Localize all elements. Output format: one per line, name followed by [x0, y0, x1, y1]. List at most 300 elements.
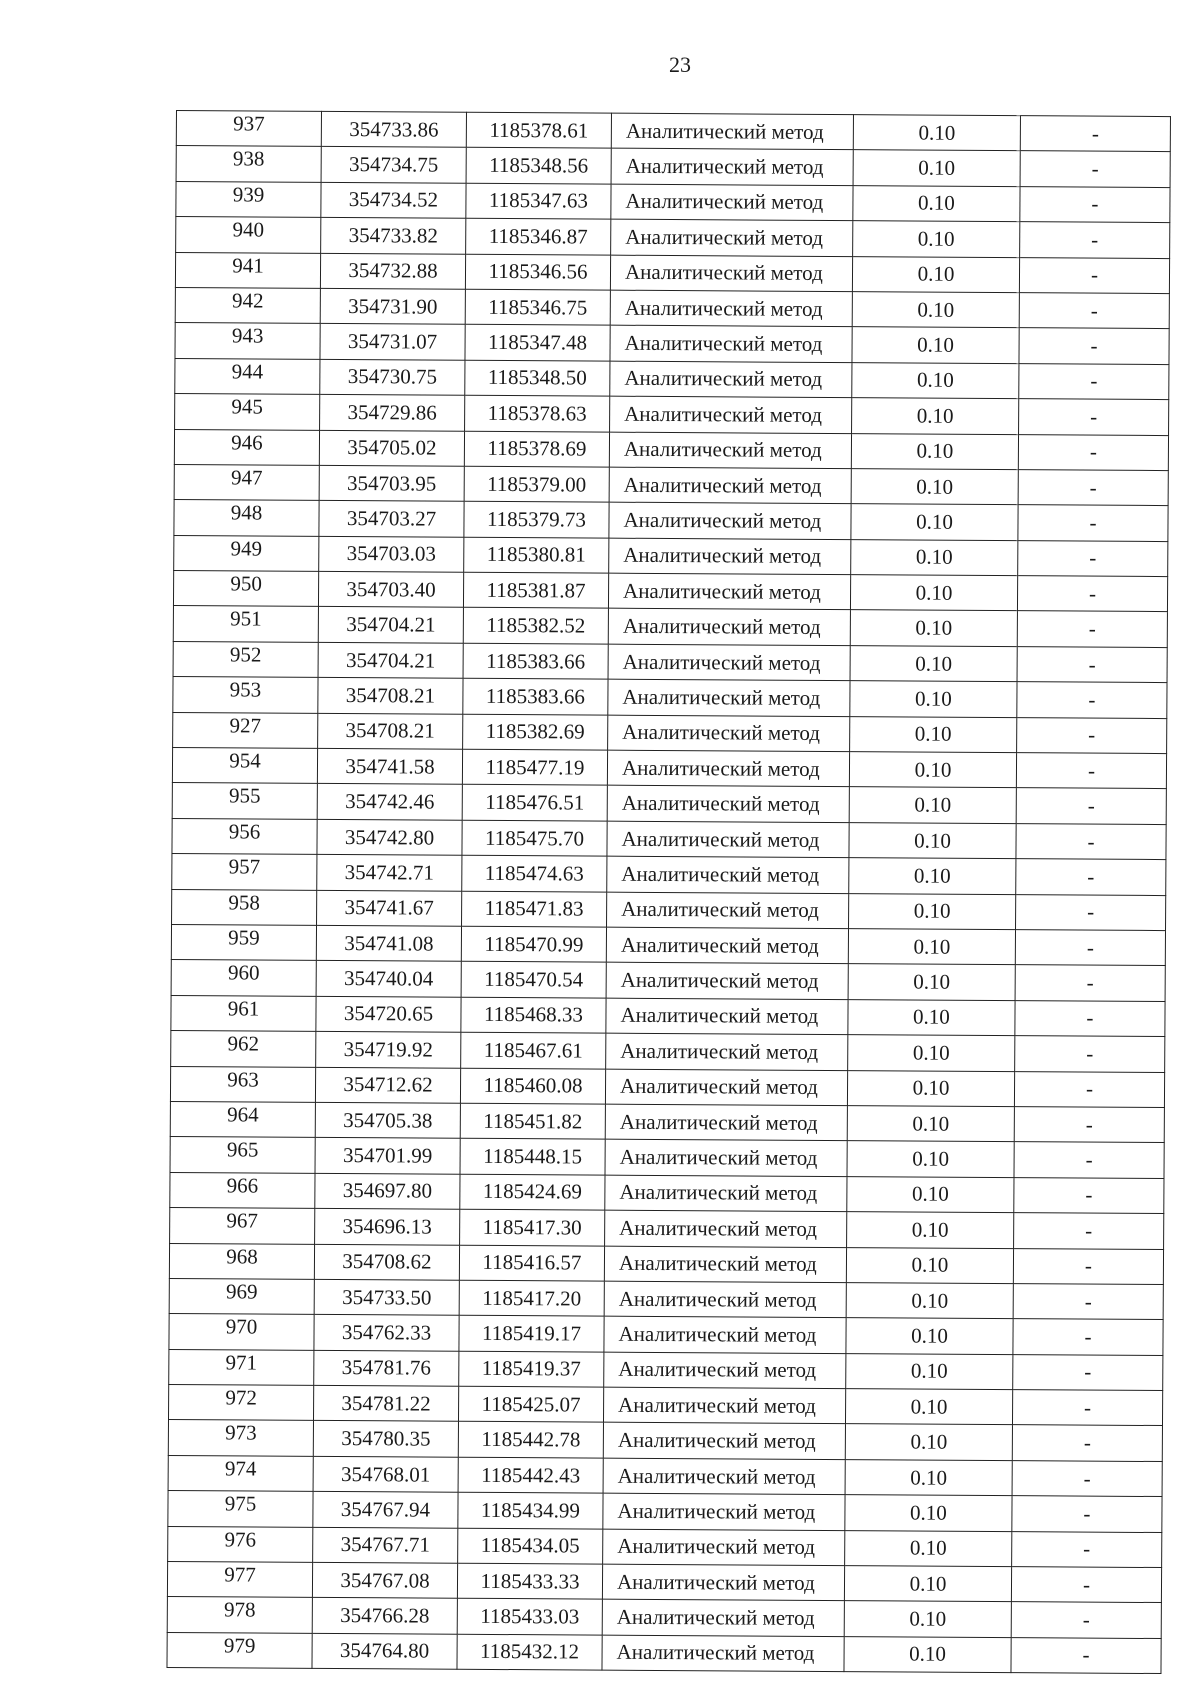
precision-cell: 0.10 — [850, 610, 1017, 646]
point-number-cell: 961 — [171, 995, 316, 1031]
point-number-cell: 927 — [173, 712, 318, 748]
table-row — [174, 535, 1168, 576]
point-number-cell: 956 — [172, 818, 317, 854]
point-number-cell: 944 — [175, 358, 320, 394]
point-number-cell: 937 — [176, 111, 321, 147]
method-cell: Аналитический метод — [611, 184, 853, 221]
method-cell: Аналитический метод — [610, 255, 852, 292]
x-coordinate-cell: 354708.62 — [314, 1244, 459, 1280]
precision-cell: 0.10 — [851, 539, 1018, 575]
x-coordinate-cell: 354703.95 — [319, 465, 464, 501]
x-coordinate-cell: 354741.67 — [317, 890, 462, 926]
precision-cell: 0.10 — [846, 1283, 1013, 1319]
method-cell: Аналитический метод — [603, 1529, 845, 1566]
precision-cell: 0.10 — [846, 1247, 1013, 1283]
method-cell: Аналитический метод — [604, 1316, 846, 1353]
table-row — [176, 181, 1170, 222]
note-cell: - — [1019, 328, 1169, 364]
method-cell: Аналитический метод — [606, 963, 848, 1000]
x-coordinate-cell: 354697.80 — [315, 1173, 460, 1209]
note-cell: - — [1020, 186, 1170, 222]
x-coordinate-cell: 354703.40 — [318, 571, 463, 607]
note-cell: - — [1016, 823, 1166, 859]
method-cell: Аналитический метод — [607, 786, 849, 823]
note-cell: - — [1012, 1425, 1162, 1461]
table-row — [175, 252, 1169, 293]
precision-cell: 0.10 — [848, 964, 1015, 1000]
point-number-cell: 972 — [168, 1385, 313, 1421]
x-coordinate-cell: 354767.71 — [313, 1527, 458, 1563]
note-cell: - — [1020, 151, 1170, 187]
note-cell: - — [1012, 1460, 1162, 1496]
precision-cell: 0.10 — [844, 1601, 1011, 1637]
y-coordinate-cell: 1185468.33 — [461, 997, 606, 1033]
precision-cell: 0.10 — [845, 1459, 1012, 1495]
precision-cell: 0.10 — [844, 1636, 1011, 1672]
table-row — [167, 1632, 1161, 1673]
x-coordinate-cell: 354708.21 — [318, 713, 463, 749]
y-coordinate-cell: 1185470.99 — [461, 926, 606, 962]
precision-cell: 0.10 — [848, 999, 1015, 1035]
point-number-cell: 958 — [172, 889, 317, 925]
precision-cell: 0.10 — [848, 1035, 1015, 1071]
point-number-cell: 957 — [172, 854, 317, 890]
y-coordinate-cell: 1185416.57 — [459, 1245, 604, 1281]
point-number-cell: 943 — [175, 323, 320, 359]
precision-cell: 0.10 — [851, 504, 1018, 540]
y-coordinate-cell: 1185451.82 — [460, 1103, 605, 1139]
y-coordinate-cell: 1185346.75 — [465, 289, 610, 325]
y-coordinate-cell: 1185378.69 — [464, 431, 609, 467]
method-cell: Аналитический метод — [603, 1493, 845, 1530]
table-row — [169, 1314, 1163, 1355]
point-number-cell: 955 — [172, 783, 317, 819]
precision-cell: 0.10 — [850, 681, 1017, 717]
point-number-cell: 946 — [174, 429, 319, 465]
method-cell: Аналитический метод — [602, 1600, 844, 1637]
table-row — [175, 358, 1169, 399]
note-cell: - — [1015, 930, 1165, 966]
y-coordinate-cell: 1185383.66 — [463, 679, 608, 715]
point-number-cell: 967 — [170, 1208, 315, 1244]
method-cell: Аналитический метод — [608, 679, 850, 716]
method-cell: Аналитический метод — [608, 609, 850, 646]
method-cell: Аналитический метод — [607, 856, 849, 893]
precision-cell: 0.10 — [844, 1566, 1011, 1602]
y-coordinate-cell: 1185417.20 — [459, 1280, 604, 1316]
point-number-cell: 960 — [171, 960, 316, 996]
note-cell: - — [1011, 1637, 1161, 1673]
method-cell: Аналитический метод — [605, 1069, 847, 1106]
x-coordinate-cell: 354780.35 — [313, 1421, 458, 1457]
point-number-cell: 979 — [167, 1632, 312, 1668]
y-coordinate-cell: 1185419.37 — [459, 1351, 604, 1387]
y-coordinate-cell: 1185442.43 — [458, 1457, 603, 1493]
precision-cell: 0.10 — [852, 398, 1019, 434]
y-coordinate-cell: 1185434.99 — [458, 1492, 603, 1528]
point-number-cell: 977 — [167, 1561, 312, 1597]
note-cell: - — [1011, 1567, 1161, 1603]
x-coordinate-cell: 354766.28 — [312, 1598, 457, 1634]
table-row — [169, 1278, 1163, 1319]
table-row — [174, 500, 1168, 541]
point-number-cell: 965 — [170, 1137, 315, 1173]
y-coordinate-cell: 1185346.87 — [466, 218, 611, 254]
y-coordinate-cell: 1185417.30 — [460, 1209, 605, 1245]
point-number-cell: 968 — [169, 1243, 314, 1279]
precision-cell: 0.10 — [850, 645, 1017, 681]
note-cell: - — [1016, 788, 1166, 824]
y-coordinate-cell: 1185442.78 — [458, 1422, 603, 1458]
note-cell: - — [1014, 1213, 1164, 1249]
note-cell: - — [1017, 682, 1167, 718]
method-cell: Аналитический метод — [607, 821, 849, 858]
method-cell: Аналитический метод — [608, 644, 850, 681]
x-coordinate-cell: 354733.82 — [321, 218, 466, 254]
method-cell: Аналитический метод — [610, 290, 852, 327]
note-cell: - — [1019, 363, 1169, 399]
y-coordinate-cell: 1185432.12 — [457, 1634, 602, 1670]
point-number-cell: 948 — [174, 500, 319, 536]
method-cell: Аналитический метод — [611, 149, 853, 186]
table-row — [175, 394, 1169, 435]
point-number-cell: 938 — [176, 146, 321, 182]
method-cell: Аналитический метод — [605, 1175, 847, 1212]
note-cell: - — [1016, 753, 1166, 789]
point-number-cell: 940 — [176, 217, 321, 253]
note-cell: - — [1016, 894, 1166, 930]
table-row — [167, 1597, 1161, 1638]
table-row — [169, 1243, 1163, 1284]
x-coordinate-cell: 354720.65 — [316, 996, 461, 1032]
method-cell: Аналитический метод — [610, 396, 852, 433]
method-cell: Аналитический метод — [606, 1033, 848, 1070]
point-number-cell: 951 — [173, 606, 318, 642]
note-cell: - — [1020, 116, 1170, 152]
point-number-cell: 959 — [171, 924, 316, 960]
precision-cell: 0.10 — [847, 1176, 1014, 1212]
point-number-cell: 969 — [169, 1278, 314, 1314]
table-row — [169, 1349, 1163, 1390]
table-row — [171, 1031, 1165, 1072]
method-cell: Аналитический метод — [606, 927, 848, 964]
method-cell: Аналитический метод — [604, 1246, 846, 1283]
point-number-cell: 949 — [174, 535, 319, 571]
method-cell: Аналитический метод — [603, 1458, 845, 1495]
y-coordinate-cell: 1185382.69 — [463, 714, 608, 750]
note-cell: - — [1017, 717, 1167, 753]
coordinates-table — [166, 110, 1170, 1674]
note-cell: - — [1018, 540, 1168, 576]
precision-cell: 0.10 — [853, 221, 1020, 257]
note-cell: - — [1017, 611, 1167, 647]
table-row — [176, 146, 1170, 187]
table-row — [168, 1526, 1162, 1567]
y-coordinate-cell: 1185378.63 — [465, 395, 610, 431]
y-coordinate-cell: 1185448.15 — [460, 1139, 605, 1175]
x-coordinate-cell: 354781.22 — [313, 1385, 458, 1421]
method-cell: Аналитический метод — [609, 538, 851, 575]
table-row — [172, 783, 1166, 824]
y-coordinate-cell: 1185381.87 — [463, 572, 608, 608]
method-cell: Аналитический метод — [608, 573, 850, 610]
x-coordinate-cell: 354741.58 — [317, 748, 462, 784]
y-coordinate-cell: 1185477.19 — [462, 749, 607, 785]
precision-cell: 0.10 — [847, 1070, 1014, 1106]
table-row — [175, 323, 1169, 364]
x-coordinate-cell: 354768.01 — [313, 1456, 458, 1492]
method-cell: Аналитический метод — [605, 1104, 847, 1141]
note-cell: - — [1013, 1284, 1163, 1320]
x-coordinate-cell: 354742.46 — [317, 784, 462, 820]
table-row — [170, 1208, 1164, 1249]
method-cell: Аналитический метод — [608, 715, 850, 752]
precision-cell: 0.10 — [848, 929, 1015, 965]
table-row — [174, 464, 1168, 505]
x-coordinate-cell: 354767.94 — [313, 1492, 458, 1528]
y-coordinate-cell: 1185433.03 — [457, 1599, 602, 1635]
y-coordinate-cell: 1185379.73 — [464, 502, 609, 538]
x-coordinate-cell: 354708.21 — [318, 678, 463, 714]
method-cell: Аналитический метод — [604, 1352, 846, 1389]
x-coordinate-cell: 354742.71 — [317, 855, 462, 891]
method-cell: Аналитический метод — [603, 1387, 845, 1424]
point-number-cell: 953 — [173, 677, 318, 713]
y-coordinate-cell: 1185476.51 — [462, 785, 607, 821]
point-number-cell: 939 — [176, 181, 321, 217]
table-body — [167, 111, 1170, 1674]
precision-cell: 0.10 — [853, 150, 1020, 186]
precision-cell: 0.10 — [849, 822, 1016, 858]
note-cell: - — [1016, 859, 1166, 895]
note-cell: - — [1013, 1354, 1163, 1390]
x-coordinate-cell: 354704.21 — [318, 642, 463, 678]
x-coordinate-cell: 354731.07 — [320, 324, 465, 360]
x-coordinate-cell: 354767.08 — [312, 1562, 457, 1598]
x-coordinate-cell: 354703.27 — [319, 501, 464, 537]
point-number-cell: 973 — [168, 1420, 313, 1456]
y-coordinate-cell: 1185380.81 — [464, 537, 609, 573]
table-row — [175, 287, 1169, 328]
x-coordinate-cell: 354742.80 — [317, 819, 462, 855]
method-cell: Аналитический метод — [605, 1139, 847, 1176]
note-cell: - — [1018, 505, 1168, 541]
y-coordinate-cell: 1185348.50 — [465, 360, 610, 396]
point-number-cell: 971 — [169, 1349, 314, 1385]
precision-cell: 0.10 — [845, 1389, 1012, 1425]
point-number-cell: 954 — [172, 748, 317, 784]
precision-cell: 0.10 — [853, 115, 1020, 151]
table-row — [172, 748, 1166, 789]
point-number-cell: 947 — [174, 464, 319, 500]
table-row — [172, 889, 1166, 930]
method-cell: Аналитический метод — [606, 998, 848, 1035]
table-row — [168, 1455, 1162, 1496]
note-cell: - — [1020, 222, 1170, 258]
table-row — [168, 1385, 1162, 1426]
x-coordinate-cell: 354730.75 — [320, 359, 465, 395]
table-row — [173, 712, 1167, 753]
note-cell: - — [1015, 965, 1165, 1001]
precision-cell: 0.10 — [846, 1318, 1013, 1354]
x-coordinate-cell: 354733.86 — [321, 111, 466, 147]
x-coordinate-cell: 354764.80 — [312, 1633, 457, 1669]
point-number-cell: 941 — [175, 252, 320, 288]
x-coordinate-cell: 354729.86 — [320, 395, 465, 431]
precision-cell: 0.10 — [849, 858, 1016, 894]
precision-cell: 0.10 — [847, 1106, 1014, 1142]
x-coordinate-cell: 354719.92 — [316, 1032, 461, 1068]
x-coordinate-cell: 354705.38 — [315, 1102, 460, 1138]
y-coordinate-cell: 1185347.63 — [466, 183, 611, 219]
table-row — [172, 854, 1166, 895]
table-row — [171, 924, 1165, 965]
precision-cell: 0.10 — [852, 362, 1019, 398]
table-row — [173, 571, 1167, 612]
point-number-cell: 962 — [171, 1031, 316, 1067]
point-number-cell: 966 — [170, 1172, 315, 1208]
x-coordinate-cell: 354732.88 — [320, 253, 465, 289]
note-cell: - — [1019, 257, 1169, 293]
x-coordinate-cell: 354733.50 — [314, 1279, 459, 1315]
precision-cell: 0.10 — [847, 1141, 1014, 1177]
point-number-cell: 945 — [175, 394, 320, 430]
table-row — [167, 1561, 1161, 1602]
note-cell: - — [1014, 1107, 1164, 1143]
point-number-cell: 950 — [173, 571, 318, 607]
method-cell: Аналитический метод — [607, 750, 849, 787]
x-coordinate-cell: 354741.08 — [316, 925, 461, 961]
y-coordinate-cell: 1185348.56 — [466, 148, 611, 184]
point-number-cell: 963 — [170, 1066, 315, 1102]
x-coordinate-cell: 354705.02 — [319, 430, 464, 466]
note-cell: - — [1011, 1602, 1161, 1638]
x-coordinate-cell: 354731.90 — [320, 288, 465, 324]
table-row — [174, 429, 1168, 470]
x-coordinate-cell: 354712.62 — [315, 1067, 460, 1103]
precision-cell: 0.10 — [849, 787, 1016, 823]
y-coordinate-cell: 1185383.66 — [463, 643, 608, 679]
method-cell: Аналитический метод — [609, 467, 851, 504]
note-cell: - — [1019, 399, 1169, 435]
x-coordinate-cell: 354734.75 — [321, 147, 466, 183]
precision-cell: 0.10 — [845, 1424, 1012, 1460]
page-number: 23 — [669, 52, 691, 77]
y-coordinate-cell: 1185378.61 — [466, 112, 611, 148]
note-cell: - — [1012, 1390, 1162, 1426]
method-cell: Аналитический метод — [607, 892, 849, 929]
table-row — [172, 818, 1166, 859]
note-cell: - — [1012, 1496, 1162, 1532]
note-cell: - — [1014, 1071, 1164, 1107]
x-coordinate-cell: 354734.52 — [321, 182, 466, 218]
x-coordinate-cell: 354762.33 — [314, 1315, 459, 1351]
y-coordinate-cell: 1185434.05 — [458, 1528, 603, 1564]
method-cell: Аналитический метод — [610, 326, 852, 363]
note-cell: - — [1015, 1000, 1165, 1036]
table-row — [170, 1172, 1164, 1213]
table-row — [173, 606, 1167, 647]
precision-cell: 0.10 — [853, 185, 1020, 221]
method-cell: Аналитический метод — [611, 113, 853, 150]
table-row — [173, 641, 1167, 682]
point-number-cell: 970 — [169, 1314, 314, 1350]
x-coordinate-cell: 354740.04 — [316, 961, 461, 997]
method-cell: Аналитический метод — [609, 502, 851, 539]
table-row — [168, 1491, 1162, 1532]
note-cell: - — [1019, 293, 1169, 329]
y-coordinate-cell: 1185460.08 — [460, 1068, 605, 1104]
y-coordinate-cell: 1185382.52 — [463, 608, 608, 644]
precision-cell: 0.10 — [845, 1495, 1012, 1531]
point-number-cell: 976 — [168, 1526, 313, 1562]
note-cell: - — [1018, 434, 1168, 470]
table-row — [170, 1066, 1164, 1107]
method-cell: Аналитический метод — [602, 1635, 844, 1672]
method-cell: Аналитический метод — [603, 1423, 845, 1460]
point-number-cell: 974 — [168, 1455, 313, 1491]
method-cell: Аналитический метод — [605, 1210, 847, 1247]
y-coordinate-cell: 1185433.33 — [457, 1563, 602, 1599]
x-coordinate-cell: 354701.99 — [315, 1138, 460, 1174]
note-cell: - — [1014, 1142, 1164, 1178]
precision-cell: 0.10 — [845, 1530, 1012, 1566]
note-cell: - — [1014, 1177, 1164, 1213]
precision-cell: 0.10 — [852, 292, 1019, 328]
precision-cell: 0.10 — [851, 433, 1018, 469]
method-cell: Аналитический метод — [610, 361, 852, 398]
note-cell: - — [1013, 1319, 1163, 1355]
point-number-cell: 975 — [168, 1491, 313, 1527]
table-row — [170, 1137, 1164, 1178]
y-coordinate-cell: 1185475.70 — [462, 820, 607, 856]
precision-cell: 0.10 — [850, 575, 1017, 611]
note-cell: - — [1013, 1248, 1163, 1284]
y-coordinate-cell: 1185474.63 — [462, 855, 607, 891]
precision-cell: 0.10 — [852, 256, 1019, 292]
y-coordinate-cell: 1185347.48 — [465, 325, 610, 361]
precision-cell: 0.10 — [849, 752, 1016, 788]
y-coordinate-cell: 1185470.54 — [461, 962, 606, 998]
table-row — [171, 960, 1165, 1001]
y-coordinate-cell: 1185467.61 — [461, 1032, 606, 1068]
x-coordinate-cell: 354704.21 — [318, 607, 463, 643]
precision-cell: 0.10 — [847, 1212, 1014, 1248]
y-coordinate-cell: 1185471.83 — [462, 891, 607, 927]
note-cell: - — [1017, 647, 1167, 683]
x-coordinate-cell: 354781.76 — [314, 1350, 459, 1386]
precision-cell: 0.10 — [852, 327, 1019, 363]
table-row — [170, 1101, 1164, 1142]
precision-cell: 0.10 — [850, 716, 1017, 752]
note-cell: - — [1018, 470, 1168, 506]
method-cell: Аналитический метод — [604, 1281, 846, 1318]
y-coordinate-cell: 1185419.17 — [459, 1316, 604, 1352]
table-row — [173, 677, 1167, 718]
y-coordinate-cell: 1185424.69 — [460, 1174, 605, 1210]
table-row — [176, 217, 1170, 258]
method-cell: Аналитический метод — [611, 219, 853, 256]
method-cell: Аналитический метод — [609, 432, 851, 469]
point-number-cell: 964 — [170, 1101, 315, 1137]
table-row — [171, 995, 1165, 1036]
table-row — [168, 1420, 1162, 1461]
precision-cell: 0.10 — [851, 469, 1018, 505]
point-number-cell: 978 — [167, 1597, 312, 1633]
precision-cell: 0.10 — [846, 1353, 1013, 1389]
x-coordinate-cell: 354696.13 — [315, 1208, 460, 1244]
precision-cell: 0.10 — [849, 893, 1016, 929]
